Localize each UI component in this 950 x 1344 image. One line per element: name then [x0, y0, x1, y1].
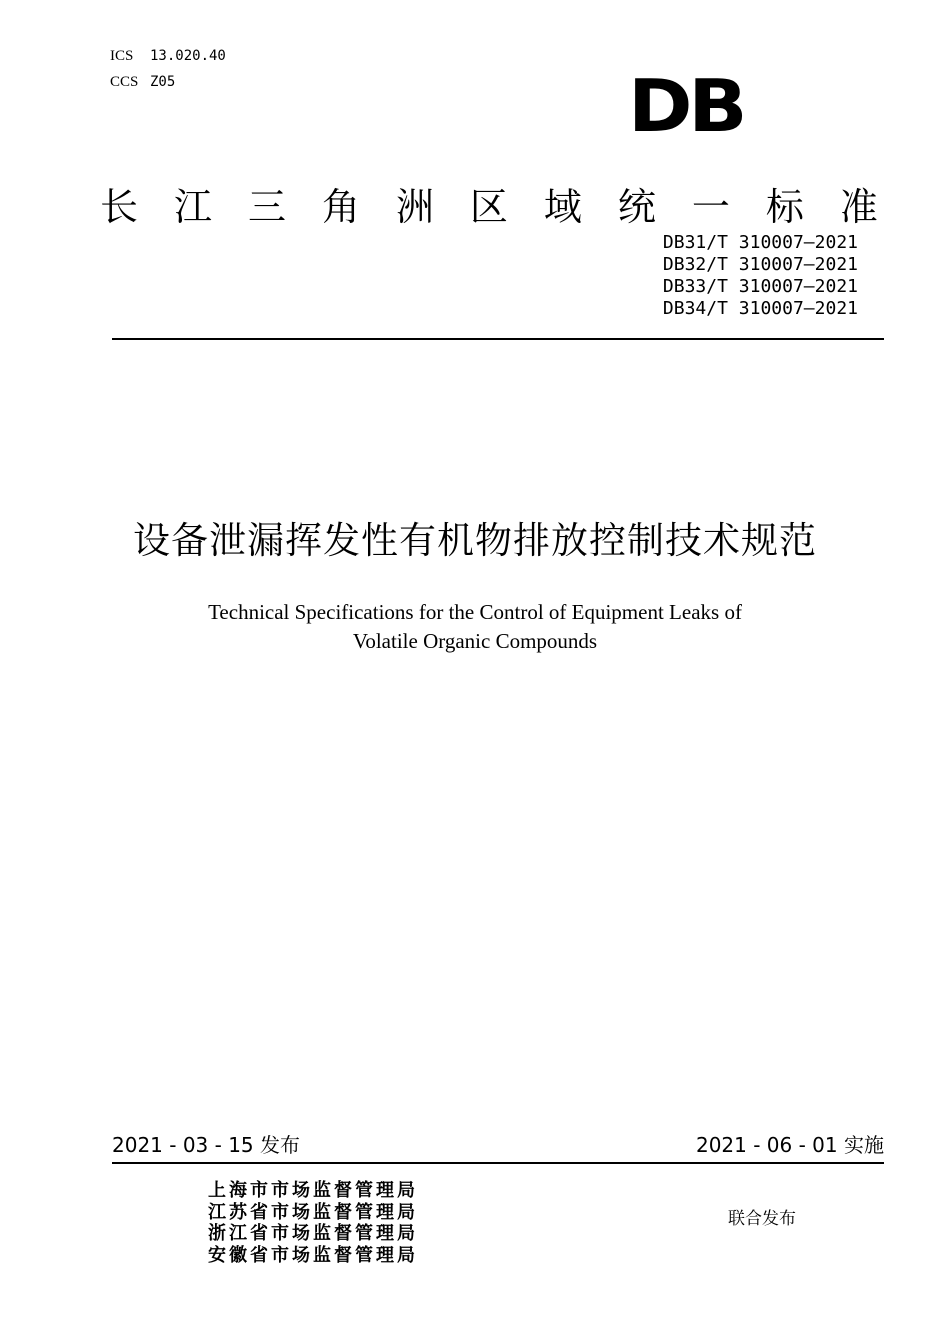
ccs-label: CCS: [110, 74, 139, 90]
ics-label: ICS: [110, 48, 134, 64]
standard-type-char: 标: [765, 185, 804, 229]
standard-type-char: 一: [691, 185, 730, 229]
standard-type-char: 江: [173, 185, 212, 229]
issuer-list: [208, 1180, 418, 1266]
standard-type-char: 准: [839, 185, 878, 229]
standard-type-char: 域: [543, 185, 582, 229]
ics-row: [110, 46, 226, 65]
bottom-divider: [112, 1162, 884, 1164]
ccs-row: [110, 72, 175, 91]
standard-codes: [663, 232, 858, 320]
issuer: 浙江省市场监督管理局: [208, 1223, 418, 1244]
implement-date: 2021 - 06 - 01 实施: [695, 1133, 884, 1157]
document-title-en-line2: Volatile Organic Compounds: [352, 629, 598, 653]
document-title-en: [0, 598, 950, 656]
standard-type-char: 洲: [395, 185, 434, 229]
standard-code: DB32/T 310007—2021: [662, 254, 858, 275]
standard-type-char: 长: [100, 185, 139, 229]
standard-code: DB33/T 310007—2021: [662, 276, 858, 297]
standard-type-char: 区: [469, 185, 508, 229]
ccs-value: Z05: [150, 74, 176, 90]
issuer: 安徽省市场监督管理局: [208, 1244, 418, 1266]
document-title-cn: 设备泄漏挥发性有机物排放控制技术规范: [133, 519, 817, 562]
db-logo: DB: [628, 64, 744, 148]
ics-value: 13.020.40: [150, 48, 226, 64]
standard-type-heading: [100, 184, 878, 230]
standard-type-char: 三: [247, 185, 286, 229]
issuer: 江苏省市场监督管理局: [208, 1201, 418, 1223]
issuer: 上海市市场监督管理局: [208, 1180, 418, 1201]
document-title-en-line1: Technical Specifications for the Control of Equipment Leaks of: [208, 600, 742, 624]
standard-type-char: 角: [321, 185, 360, 229]
standard-type-char: 统: [617, 185, 656, 229]
top-divider: [112, 338, 884, 340]
joint-release: 联合发布: [728, 1209, 796, 1229]
standard-code: DB31/T 310007—2021: [662, 232, 858, 253]
publish-date: 2021 - 03 - 15 发布: [112, 1133, 301, 1157]
standard-code: DB34/T 310007—2021: [662, 298, 858, 319]
